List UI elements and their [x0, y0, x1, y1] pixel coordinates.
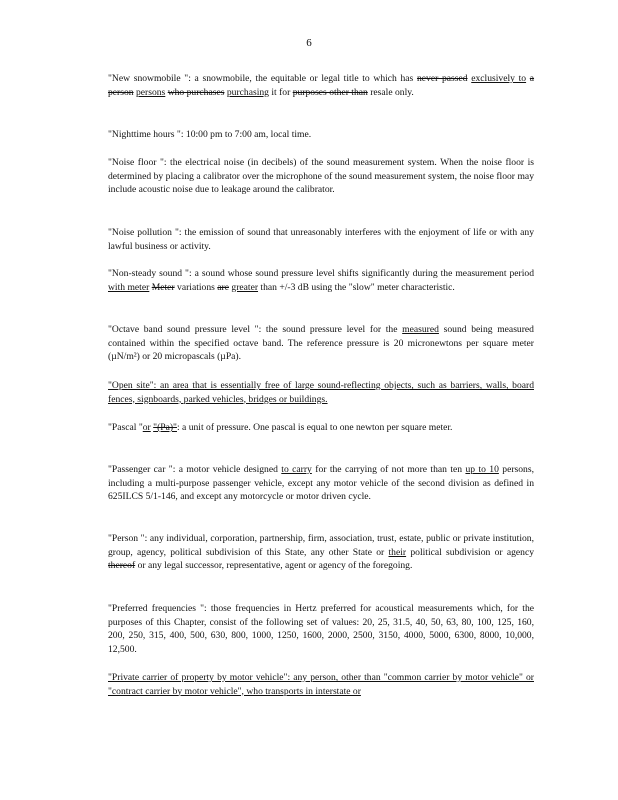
text-segment: "Preferred frequencies ": those frequencies in Hertz preferred for acoustical measurements which, for the purposes of this Chapter, consist of the following set of values: 20, 25, 31.5, 40, 50, 63, 80, 100, 125, 160, 200, 250, 315, 400, 500, 630, 800, 1000, 1250, 1600, 2000, 2500, 3150, 4000, 5000, 6300, 8000, 10,000, 12,500. [108, 603, 534, 655]
text-segment: variations [174, 281, 218, 293]
definition-nighttime-hours [108, 128, 534, 142]
definition-non-steady-sound [108, 267, 534, 294]
text-segment: with meter [108, 281, 150, 293]
definition-preferred-frequencies [108, 602, 534, 656]
definition-pascal [108, 421, 534, 435]
text-segment: sound being measured contained within the specified octave band. The reference pressure is 20 micronewtons per square meter (µN/m²) or 20 micropascals (µPa). [108, 324, 534, 362]
definition-noise-pollution [108, 226, 534, 253]
text-segment: "Noise pollution ": the emission of sound that unreasonably interferes with the enjoyment of life or with any lawful business or activity. [108, 227, 534, 252]
text-segment: measured [402, 324, 439, 335]
text-segment: "New snowmobile ": a snowmobile, the equitable or legal title to which has [108, 73, 417, 84]
text-segment: "Non-steady sound ": a sound whose sound pressure level shifts significantly during the measurement period [108, 268, 534, 279]
text-segment: for the carrying of not more than ten [311, 464, 466, 475]
text-segment: their [388, 546, 407, 558]
definition-octave-band-level [108, 323, 534, 364]
text-segment: "Private carrier of property by motor vehicle": any person, other than "common carrier by motor vehicle" or "contract carrier by motor vehicle", who transports in interstate or [108, 672, 534, 697]
text-segment: persons [135, 86, 166, 98]
text-segment: resale only. [367, 86, 414, 98]
text-segment: it for [268, 86, 293, 98]
text-segment: "Open site": an area that is essentially free of large sound-reflecting objects, such as barriers, walls, board fences, signboards, parked vehicles, bridges or buildings. [108, 380, 534, 405]
text-segment: "Person ": any individual, corporation, partnership, firm, association, trust, estate, public or private institution, group, agency, political subdivision of this State, any other State or [108, 533, 534, 558]
text-segment: "Passenger car ": a motor vehicle designed [108, 464, 282, 475]
text-segment: "Nighttime hours ": 10:00 pm to 7:00 am, local time. [108, 129, 312, 140]
text-segment: or any legal successor, representative, agent or agency of the foregoing. [135, 560, 413, 571]
text-segment: up to 10 [465, 464, 499, 475]
text-segment: exclusively to [471, 73, 527, 84]
text-segment: "(Pa)" [153, 422, 177, 433]
text-segment: to carry [281, 464, 312, 475]
definition-passenger-car [108, 463, 534, 504]
text-segment: "Noise floor ": the electrical noise (in decibels) of the sound measurement system. When the noise floor is determined by placing a calibrator over the microphone of the sound measurement system, the noise floor may include acoustic noise due to leakage around the calibrator. [108, 157, 534, 195]
definition-person [108, 532, 534, 573]
definition-new-snowmobile [108, 72, 534, 99]
text-segment: "Octave band sound pressure level ": the sound pressure level for the [108, 324, 403, 335]
text-segment: a person [108, 73, 535, 98]
text-segment: greater [231, 281, 259, 293]
page-number: 6 [306, 37, 312, 49]
text-segment: who purchases [167, 86, 225, 98]
text-segment: Meter [151, 281, 175, 293]
definition-open-site [108, 379, 534, 406]
text-segment: purposes other than [292, 86, 368, 98]
text-segment: than +/-3 dB using the "slow" meter characteristic. [258, 281, 455, 293]
text-segment: or [142, 422, 151, 433]
text-segment: never passed [416, 73, 468, 84]
text-segment: political subdivision or agency [406, 546, 534, 558]
definition-private-carrier [108, 671, 534, 698]
text-segment: : a unit of pressure. One pascal is equal to one newton per square meter. [176, 422, 453, 433]
text-segment: thereof [108, 560, 136, 571]
text-segment: are [217, 281, 229, 293]
definition-noise-floor [108, 156, 534, 197]
text-segment: purchasing [226, 86, 269, 98]
text-segment: persons, including a multi-purpose passenger vehicle, except any motor vehicle of the second division as defined in 625ILCS 5/1-146, and except any motorcycle or motor driven cycle. [108, 464, 534, 502]
text-segment: "Pascal " [108, 422, 143, 433]
